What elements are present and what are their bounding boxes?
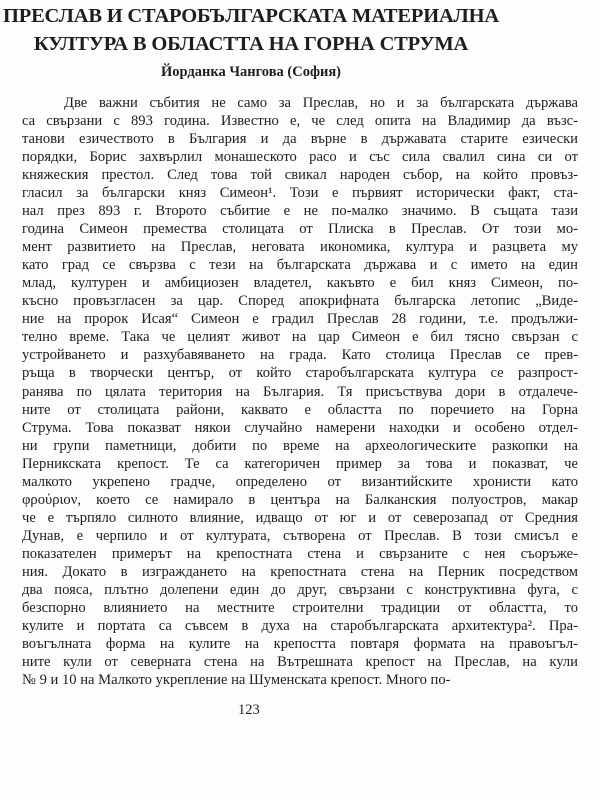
text-line: са свързани с 893 година. Известно е, че след опита на Владимир да възс-	[22, 113, 578, 130]
text-line: устройването и разхубавяването на града. Като столица Преслав се прев-	[22, 347, 578, 364]
title-line: ПРЕСЛАВ И СТАРОБЪЛГАРСКАТА МАТЕРИАЛНА	[3, 5, 499, 27]
body-text	[22, 94, 578, 689]
text-line: воъгълната форма на кулите на крепостта повтаря формата на правоъгъл-	[22, 635, 578, 652]
text-line: № 9 и 10 на Малкото укрепление на Шуменската крепост. Много по-	[22, 672, 451, 688]
text-line: късно провъзгласен за цар. Според апокрифната българска летопис „Виде-	[22, 293, 578, 310]
text-line: като град се свързва с тези на българската държава и с името на един	[22, 257, 578, 274]
text-line: млад, културен и амбициозен владетел, какъвто е бил княз Симеон, по-	[22, 275, 578, 292]
text-line: ния. Докато в изграждането на крепостната стена на Перник посредством	[22, 563, 578, 580]
text-line: два пояса, плътно долепени един до друг, свързани с конструктивна фуга, с	[22, 581, 578, 598]
author-byline: Йорданка Чангова (София)	[160, 64, 342, 80]
text-line: ранява по цялата територия на България. Тя присъствува дори в отдалече-	[22, 383, 578, 400]
text-line: безспорно влиянието на местните строителни традиции от областта, то	[22, 599, 578, 616]
text-line: танови езичеството в България и да върне в държавата старите езически	[22, 131, 578, 148]
text-line: телно време. Така че целият живот на цар Симеон е бил тясно свързан с	[22, 329, 578, 346]
text-line: Струма. Това показват някои случайно намерени находки и особено отдел-	[22, 419, 578, 436]
text-line: Перникската крепост. Те са категоричен пример за това и показват, че	[22, 455, 578, 472]
text-line: ните кули от северната стена на Вътрешната крепост на Преслав, на кули	[22, 653, 578, 670]
text-line: ръща в творчески център, от който старобългарската култура се разпрост-	[22, 365, 578, 382]
text-line: порядки, Борис захвърлил монашеското расо и със сила свалил сина си от	[22, 149, 578, 166]
text-line: ни групи паметници, добити по време на археологическите разкопки на	[22, 437, 578, 454]
text-line: княжеския престол. След това той свикал народен събор, на който провъз-	[22, 167, 578, 184]
title-line: КУЛТУРА В ОБЛАСТТА НА ГОРНА СТРУМА	[33, 33, 469, 55]
text-line: Дунав, е черпило и от културата, сътворена от Преслав. В този смисъл е	[22, 527, 578, 544]
text-line: гласил за български княз Симеон¹. Този е първият исторически факт, ста-	[22, 185, 578, 202]
text-line: нал през 893 г. Второто събитие е не по-малко значимо. В същата тази	[22, 203, 578, 220]
text-line: мент развитието на Преслав, неговата икономика, култура и разцвета му	[22, 239, 578, 256]
article-title	[0, 2, 502, 58]
page-number: 123	[238, 702, 260, 718]
text-line: показателен примерът на крепостната стена и свързаните с нея съоръже-	[22, 545, 578, 562]
text-line: φρούριον, което се намирало в центъра на Балканския полуостров, макар	[22, 491, 578, 508]
text-line: че е търпяло силното влияние, идващо от юг и от северозапад от Средния	[22, 509, 578, 526]
text-line: Две важни събития не само за Преслав, но и за българската държава	[64, 95, 578, 111]
text-line: малкото укрепено градче, определено от византийските хронисти като	[22, 473, 578, 490]
text-line: кулите и портата са съвсем в духа на старобългарската архитектура². Пра-	[22, 617, 578, 634]
text-line: ните от столицата райони, каквато е областта по поречието на Горна	[22, 401, 578, 418]
text-line: ние на пророк Исая“ Симеон е градил Преслав 28 години, т.е. продължи-	[22, 311, 578, 328]
text-line: година Симеон премества столицата от Плиска в Преслав. От този мо-	[22, 221, 578, 238]
